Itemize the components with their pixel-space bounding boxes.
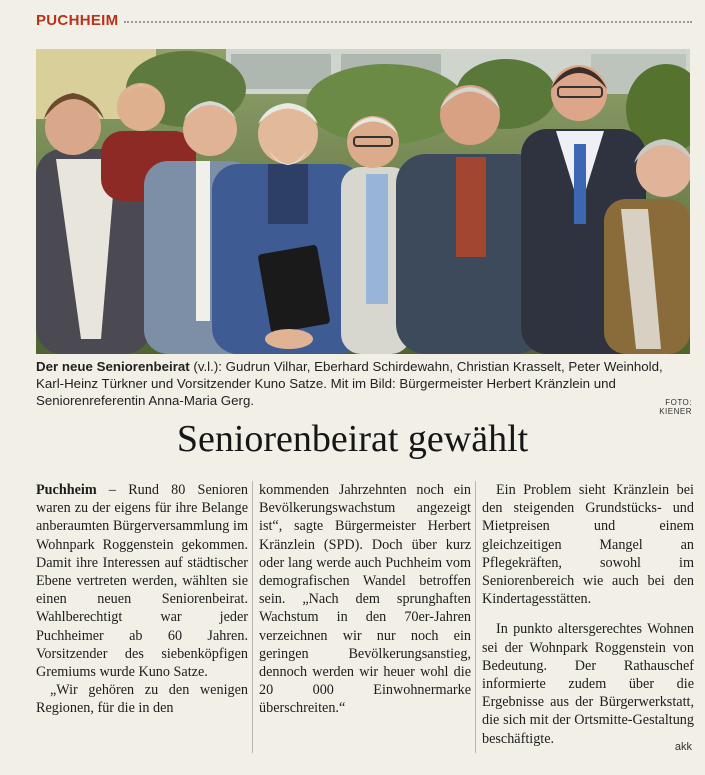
caption-lead: Der neue Seniorenbeirat — [36, 359, 190, 374]
paragraph: „Wir gehören zu den wenigen Regionen, für die in den — [36, 682, 248, 717]
paragraph-text: – Rund 80 Senioren waren zu der eigens für ihre Belange anberaumten Bürgerversammlung im Wohnpark Roggenstein gekommen. Damit ihre Interessen auf städtischer Ebene vertreten werden, wählten sie einen neuen Seniorenbeirat. Wahlberechtigt war jeder Puchheimer ab 60 Jahren. Vorsitzender des siebenköpfigen Gremiums wurde Kuno Satze. — [36, 482, 248, 681]
photo-credit: FOTO: KIENER — [659, 398, 692, 416]
group-photo — [36, 49, 690, 354]
dotted-rule — [124, 21, 692, 23]
dateline: Puchheim — [36, 482, 97, 498]
article-column-2 — [259, 481, 471, 718]
column-divider — [252, 481, 253, 753]
section-header — [36, 10, 692, 30]
author-initials: akk — [674, 741, 692, 753]
caption-text: (v.l.): Gudrun Vilhar, Eberhard Schirdewahn, Christian Krasselt, Peter Weinhold, Karl-Heinz Türkner und Vorsitzender Kuno Satze. Mit im Bild: Bürgermeister Herbert Kränzlein und Seniorenreferentin Anna-Maria Gerg. — [36, 359, 663, 408]
group-photo-illustration — [36, 49, 690, 354]
article-column-3 — [482, 481, 694, 748]
article-column-1 — [36, 481, 248, 718]
column-divider — [475, 481, 476, 753]
paragraph: In punkto altersgerechtes Wohnen sei der Wohnpark Roggenstein von Bedeutung. Der Rathauschef informierte zudem über die Ergebnisse aus der Bürgerwerkstatt, die sich mit der Ortsmitte-Gestaltung beschäftigte. — [482, 621, 694, 747]
section-label: PUCHHEIM — [36, 11, 119, 29]
photo-caption — [36, 358, 692, 409]
paragraph — [36, 481, 248, 681]
headline: Seniorenbeirat gewählt — [176, 418, 529, 460]
paragraph: kommenden Jahrzehnten noch ein Bevölkerungswachstum angezeigt ist“, sagte Bürgermeister Herbert Kränzlein (SPD). Doch über kurz oder lang werde auch Puchheim vom demografischen Wandel betroffen sein. „Nach dem sprunghaften Wachstum in den 70er-Jahren verzeichnen wir nur noch ein geringen Bevölkerungsanstieg, dennoch werden wir heuer wohl die 20 000 Einwohnermarke überschreiten.“ — [259, 482, 471, 717]
paragraph: Ein Problem sieht Kränzlein bei den steigenden Grundstücks- und Mietpreisen und einem gleichzeitigen Mangel an Pflegekräften, sowohl im Seniorenbereich wie auch bei den Kindertagesstätten. — [482, 482, 694, 608]
